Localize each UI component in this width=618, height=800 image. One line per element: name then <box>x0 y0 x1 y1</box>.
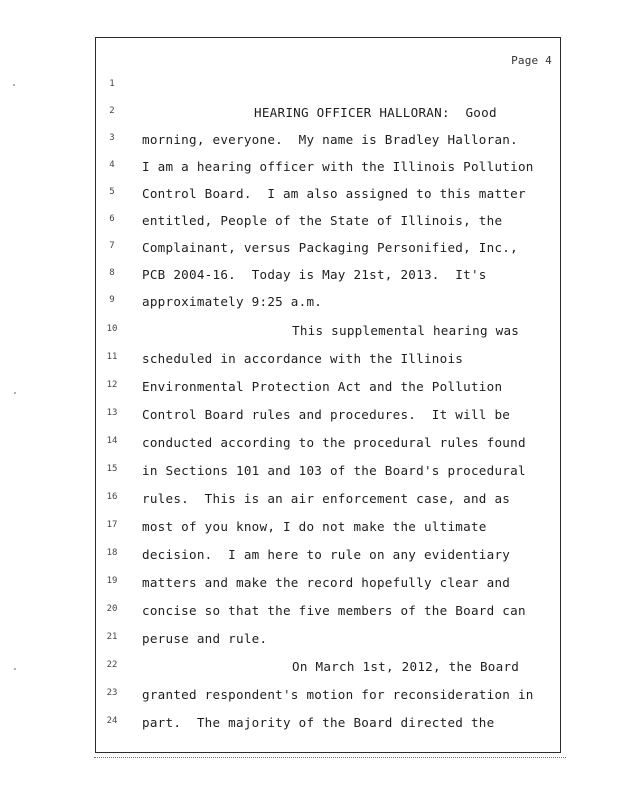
transcript-line <box>96 631 560 658</box>
line-number: 5 <box>109 187 115 197</box>
line-text: On March 1st, 2012, the Board <box>292 659 520 674</box>
transcript-line <box>96 575 560 602</box>
line-number: 22 <box>106 660 118 670</box>
line-number: 11 <box>106 352 118 362</box>
line-text: in Sections 101 and 103 of the Board's procedural <box>142 463 526 478</box>
transcript-page <box>95 37 561 753</box>
transcript-line <box>96 463 560 490</box>
line-number: 10 <box>106 324 118 334</box>
line-text: HEARING OFFICER HALLORAN: Good <box>254 105 497 120</box>
scan-speck <box>14 392 16 394</box>
line-text: conducted according to the procedural rules found <box>142 435 526 450</box>
line-text: Complainant, versus Packaging Personified, Inc., <box>142 240 518 255</box>
transcript-line <box>96 435 560 462</box>
line-number: 13 <box>106 408 118 418</box>
line-text: I am a hearing officer with the Illinois Pollution <box>142 159 534 174</box>
line-text: approximately 9:25 a.m. <box>142 294 323 309</box>
transcript-line <box>96 105 560 132</box>
transcript-line <box>96 294 560 321</box>
line-text: part. The majority of the Board directed the <box>142 715 495 730</box>
transcript-line <box>96 687 560 714</box>
line-text: Control Board. I am also assigned to this matter <box>142 186 526 201</box>
line-text: matters and make the record hopefully clear and <box>142 575 511 590</box>
transcript-line <box>96 547 560 574</box>
line-text: PCB 2004-16. Today is May 21st, 2013. It's <box>142 267 487 282</box>
line-number: 20 <box>106 604 118 614</box>
line-number: 8 <box>109 268 115 278</box>
transcript-line <box>96 78 560 105</box>
transcript-line <box>96 491 560 518</box>
transcript-line <box>96 186 560 213</box>
line-number: 23 <box>106 688 118 698</box>
line-text: decision. I am here to rule on any evidentiary <box>142 547 511 562</box>
line-text: rules. This is an air enforcement case, and as <box>142 491 511 506</box>
line-text: Control Board rules and procedures. It will be <box>142 407 511 422</box>
transcript-line <box>96 159 560 186</box>
line-number: 17 <box>106 520 118 530</box>
line-text: scheduled in accordance with the Illinois <box>142 351 464 366</box>
transcript-line <box>96 379 560 406</box>
line-number: 15 <box>106 464 118 474</box>
line-number: 18 <box>106 548 118 558</box>
line-text: This supplemental hearing was <box>292 323 520 338</box>
transcript-line <box>96 659 560 686</box>
line-text: granted respondent's motion for reconsideration in <box>142 687 534 702</box>
transcript-line <box>96 132 560 159</box>
line-number: 21 <box>106 632 118 642</box>
line-number: 16 <box>106 492 118 502</box>
transcript-line <box>96 715 560 742</box>
line-number: 4 <box>109 160 115 170</box>
line-text: Environmental Protection Act and the Pollution <box>142 379 503 394</box>
line-text: peruse and rule. <box>142 631 268 646</box>
line-number: 2 <box>109 106 115 116</box>
transcript-line <box>96 351 560 378</box>
line-text: most of you know, I do not make the ultimate <box>142 519 487 534</box>
transcript-line <box>96 519 560 546</box>
transcript-line <box>96 603 560 630</box>
scan-speck <box>14 668 16 670</box>
line-number: 12 <box>106 380 118 390</box>
scan-speck <box>13 84 15 86</box>
line-number: 19 <box>106 576 118 586</box>
transcript-line <box>96 213 560 240</box>
transcript-line <box>96 407 560 434</box>
line-number: 14 <box>106 436 118 446</box>
line-number: 7 <box>109 241 115 251</box>
transcript-line <box>96 267 560 294</box>
line-text: entitled, People of the State of Illinois, the <box>142 213 503 228</box>
line-text: morning, everyone. My name is Bradley Halloran. <box>142 132 518 147</box>
transcript-line <box>96 240 560 267</box>
line-number: 9 <box>109 295 115 305</box>
line-number: 6 <box>109 214 115 224</box>
line-number: 24 <box>106 716 118 726</box>
line-text: concise so that the five members of the Board can <box>142 603 526 618</box>
line-number: 1 <box>109 79 115 89</box>
transcript-line <box>96 323 560 350</box>
page-number: Page 4 <box>511 54 552 67</box>
line-number: 3 <box>109 133 115 143</box>
